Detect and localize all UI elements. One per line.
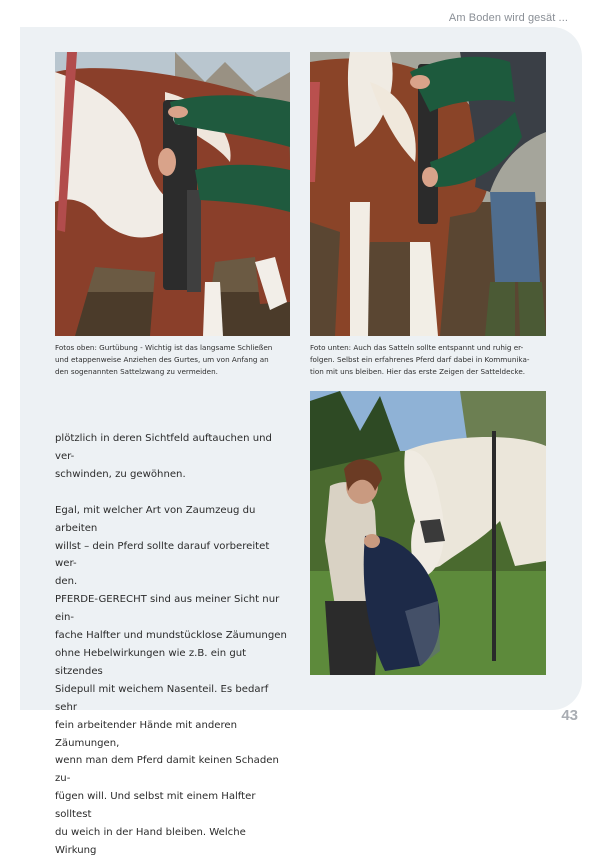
page-number: 43 [561, 707, 578, 724]
body-line: plötzlich in deren Sichtfeld auftauchen und ver- [55, 433, 272, 462]
body-line: fache Halfter und mundstücklose Zäumungen [55, 630, 287, 642]
body-line: willst – dein Pferd sollte darauf vorbereitet wer- [55, 540, 270, 570]
body-line: schwinden, zu gewöhnen. [55, 468, 186, 480]
saddling-photo [310, 52, 546, 336]
photo-caption-bottom [310, 342, 550, 378]
caption-line: den sogenannten Sattelzwang zu vermeiden. [55, 367, 218, 376]
body-line: wenn man dem Pferd damit keinen Schaden zu- [55, 755, 279, 785]
body-text [55, 430, 287, 860]
photo-caption-top [55, 342, 295, 378]
body-line: Sidepull mit weichem Nasenteil. Es bedarf sehr [55, 683, 269, 713]
running-head: Am Boden wird gesät ... [448, 12, 568, 24]
caption-line: und etappenweise Anziehen des Gurtes, um von Anfang an [55, 355, 269, 364]
body-line: PFERDE-GERECHT sind aus meiner Sicht nur ein- [55, 594, 280, 624]
body-line: ohne Hebelwirkungen wie z.B. ein gut sitzendes [55, 647, 247, 677]
caption-line: Fotos oben: Gurtübung - Wichtig ist das langsame Schließen [55, 343, 273, 352]
body-line: du weich in der Hand bleiben. Welche Wirkung [55, 827, 246, 856]
caption-line: Foto unten: Auch das Satteln sollte entspannt und ruhig er- [310, 343, 524, 352]
body-line: Egal, mit welcher Art von Zaumzeug du arbeiten [55, 504, 256, 534]
saddle-pad-photo [310, 391, 546, 675]
body-line: fügen will. Und selbst mit einem Halfter solltest [55, 791, 256, 821]
body-line: fein arbeitender Hände mit anderen Zäumungen, [55, 719, 238, 749]
body-line: den. [55, 576, 78, 588]
girth-training-photo [55, 52, 290, 336]
caption-line: tion mit uns bleiben. Hier das erste Zeigen der Satteldecke. [310, 367, 526, 376]
caption-line: folgen. Selbst ein erfahrenes Pferd darf dabei in Kommunika- [310, 355, 530, 364]
